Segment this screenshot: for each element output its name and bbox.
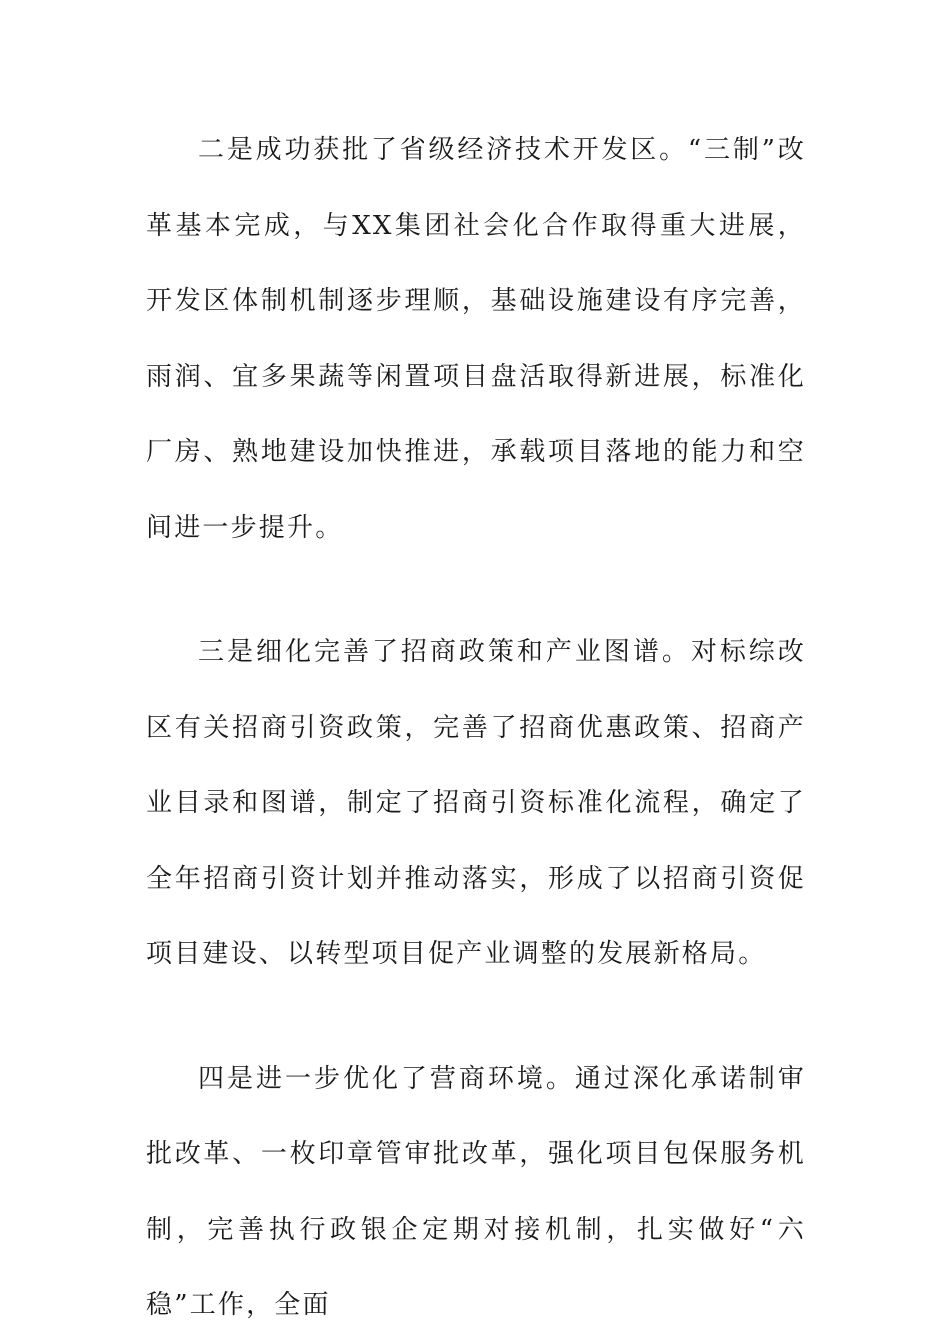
paragraph-investment-policy: 三是细化完善了招商政策和产业图谱。对标综改区有关招商引资政策，完善了招商优惠政策、招商产业目录和图谱，制定了招商引资标准化流程，确定了全年招商引资计划并推动落实，形成了以招商引资促项目建设、以转型项目促产业调整的发展新格局。	[146, 637, 806, 969]
paragraph-development-zone: 二是成功获批了省级经济技术开发区。“三制”改革基本完成，与XX集团社会化合作取得重大进展，开发区体制机制逐步理顺，基础设施建设有序完善，雨润、宜多果蔬等闲置项目盘活取得新进展，标准化厂房、熟地建设加快推进，承载项目落地的能力和空间进一步提升。	[146, 135, 806, 543]
document-body	[146, 113, 806, 1344]
paragraph-business-environment: 四是进一步优化了营商环境。通过深化承诺制审批改革、一枚印章管审批改革，强化项目包保服务机制，完善执行政银企定期对接机制，扎实做好“六稳”工作，全面	[146, 1063, 806, 1320]
